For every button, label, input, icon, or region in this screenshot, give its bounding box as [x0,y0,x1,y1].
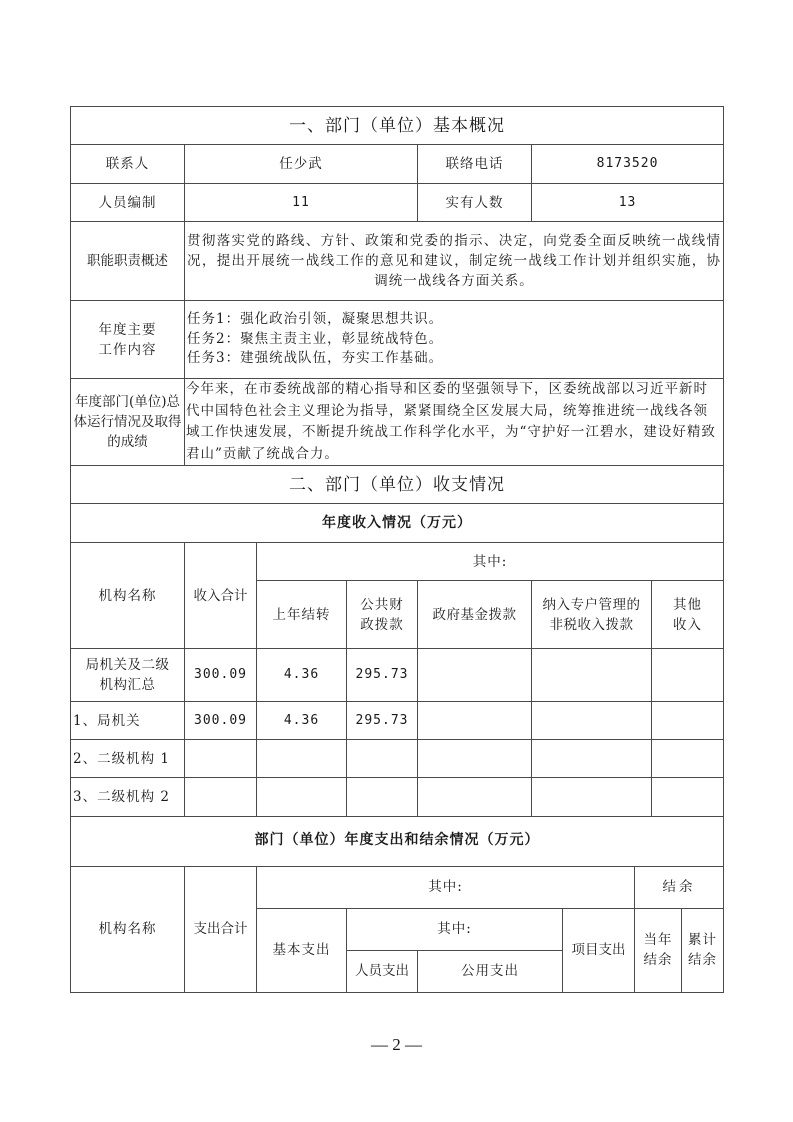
task-item: 任务1：强化政治引领，凝聚思想共识。 [187,311,444,328]
task-item: 任务2：聚焦主责主业，彰显统战特色。 [187,330,444,347]
tasks-label-line2: 工作内容 [98,341,157,358]
contact-label: 联系人 [71,145,185,184]
department-overview-table [70,106,724,817]
income-total [185,778,257,817]
income-org-name: 1、局机关 [71,702,185,740]
expense-header-cumulative-balance [682,908,724,992]
header-line: 收入 [673,616,703,633]
income-total: 300.09 [185,649,257,702]
header-line: 纳入专户管理的 [542,596,641,613]
income-header-nontax [532,581,652,649]
header-line: 公共财 [360,596,404,613]
income-other [652,778,724,817]
income-other [652,649,724,702]
duties-text: 贯彻落实党的路线、方针、政策和党委的指示、决定，向党委全面反映统一战线情况，提出开展统一战线工作的意见和建议，制定统一战线工作计划并组织实施，协调统一战线各方面关系。 [185,222,724,301]
org-name-line: 机构汇总 [99,677,156,693]
org-name-line: 局机关及二级 [85,657,170,673]
income-total [185,740,257,778]
performance-label: 年度部门(单位)总体运行情况及取得的成绩 [71,379,185,466]
income-nontax [532,740,652,778]
tasks-label [71,301,185,379]
income-carryover [257,740,347,778]
expense-header-of-which-2: 其中: [347,908,563,950]
income-gov-fund [418,740,532,778]
header-line: 其他 [673,596,703,613]
income-header-of-which: 其中: [257,543,724,581]
phone-value: 8173520 [532,145,724,184]
performance-text: 今年来，在市委统战部的精心指导和区委的坚强领导下，区委统战部以习近平新时代中国特色社会主义理论为指导，紧紧围绕全区发展大局，统筹推进统一战线各领域工作快速发展，不断提升统战工作科学化水平，为“守护好一江碧水，建设好精致君山”贡献了统战合力。 [185,379,724,466]
expense-header-of-which: 其中: [257,866,635,908]
phone-label: 联络电话 [418,145,532,184]
header-line: 结余 [688,952,717,968]
income-org-name: 3、二级机构 2 [71,778,185,817]
expense-header-current-balance [635,908,682,992]
income-nontax [532,702,652,740]
income-header-org-name: 机构名称 [71,543,185,649]
tasks-list [185,301,724,379]
expense-header-basic: 基本支出 [257,908,347,992]
table-row [71,649,724,702]
income-public-finance [347,740,418,778]
income-org-name: 2、二级机构 1 [71,740,185,778]
header-line: 当年 [643,932,673,948]
header-line: 结余 [643,952,673,968]
income-other [652,702,724,740]
income-header-public-finance [347,581,418,649]
actual-staff-value: 13 [532,184,724,222]
income-header-total: 收入合计 [185,543,257,649]
income-other [652,740,724,778]
table-row [71,702,724,740]
header-line: 政拨款 [360,616,404,633]
income-nontax [532,649,652,702]
contact-value: 任少武 [185,145,418,184]
expense-header-total: 支出合计 [185,866,257,992]
income-gov-fund [418,702,532,740]
expense-header-org-name: 机构名称 [71,866,185,992]
duties-label: 职能职责概述 [71,222,185,301]
header-line: 累计 [688,932,717,948]
expense-header-project: 项目支出 [563,908,635,992]
income-total: 300.09 [185,702,257,740]
expense-table-title: 部门（单位）年度支出和结余情况（万元） [71,815,724,866]
page-number: — 2 — [371,1035,422,1054]
income-carryover: 4.36 [257,649,347,702]
income-carryover [257,778,347,817]
income-public-finance: 295.73 [347,649,418,702]
income-header-carryover: 上年结转 [257,581,347,649]
header-line: 非税收入拨款 [549,616,634,633]
expense-table [70,815,724,993]
income-org-name [71,649,185,702]
income-table-title: 年度收入情况（万元） [71,504,724,543]
income-public-finance [347,778,418,817]
table-row [71,740,724,778]
expense-header-personnel: 人员支出 [347,950,418,992]
expense-header-balance: 结余 [635,866,724,908]
actual-staff-label: 实有人数 [418,184,532,222]
tasks-label-line1: 年度主要 [98,321,157,338]
income-nontax [532,778,652,817]
staff-quota-value: 11 [185,184,418,222]
income-public-finance: 295.73 [347,702,418,740]
income-carryover: 4.36 [257,702,347,740]
staff-quota-label: 人员编制 [71,184,185,222]
income-header-other [652,581,724,649]
table-row [71,778,724,817]
income-gov-fund [418,649,532,702]
section2-title: 二、部门（单位）收支情况 [71,466,724,504]
income-header-gov-fund: 政府基金拨款 [418,581,532,649]
expense-header-public-use: 公用支出 [418,950,563,992]
income-gov-fund [418,778,532,817]
task-item: 任务3：建强统战队伍，夯实工作基础。 [187,350,444,367]
section1-title: 一、部门（单位）基本概况 [71,107,724,145]
